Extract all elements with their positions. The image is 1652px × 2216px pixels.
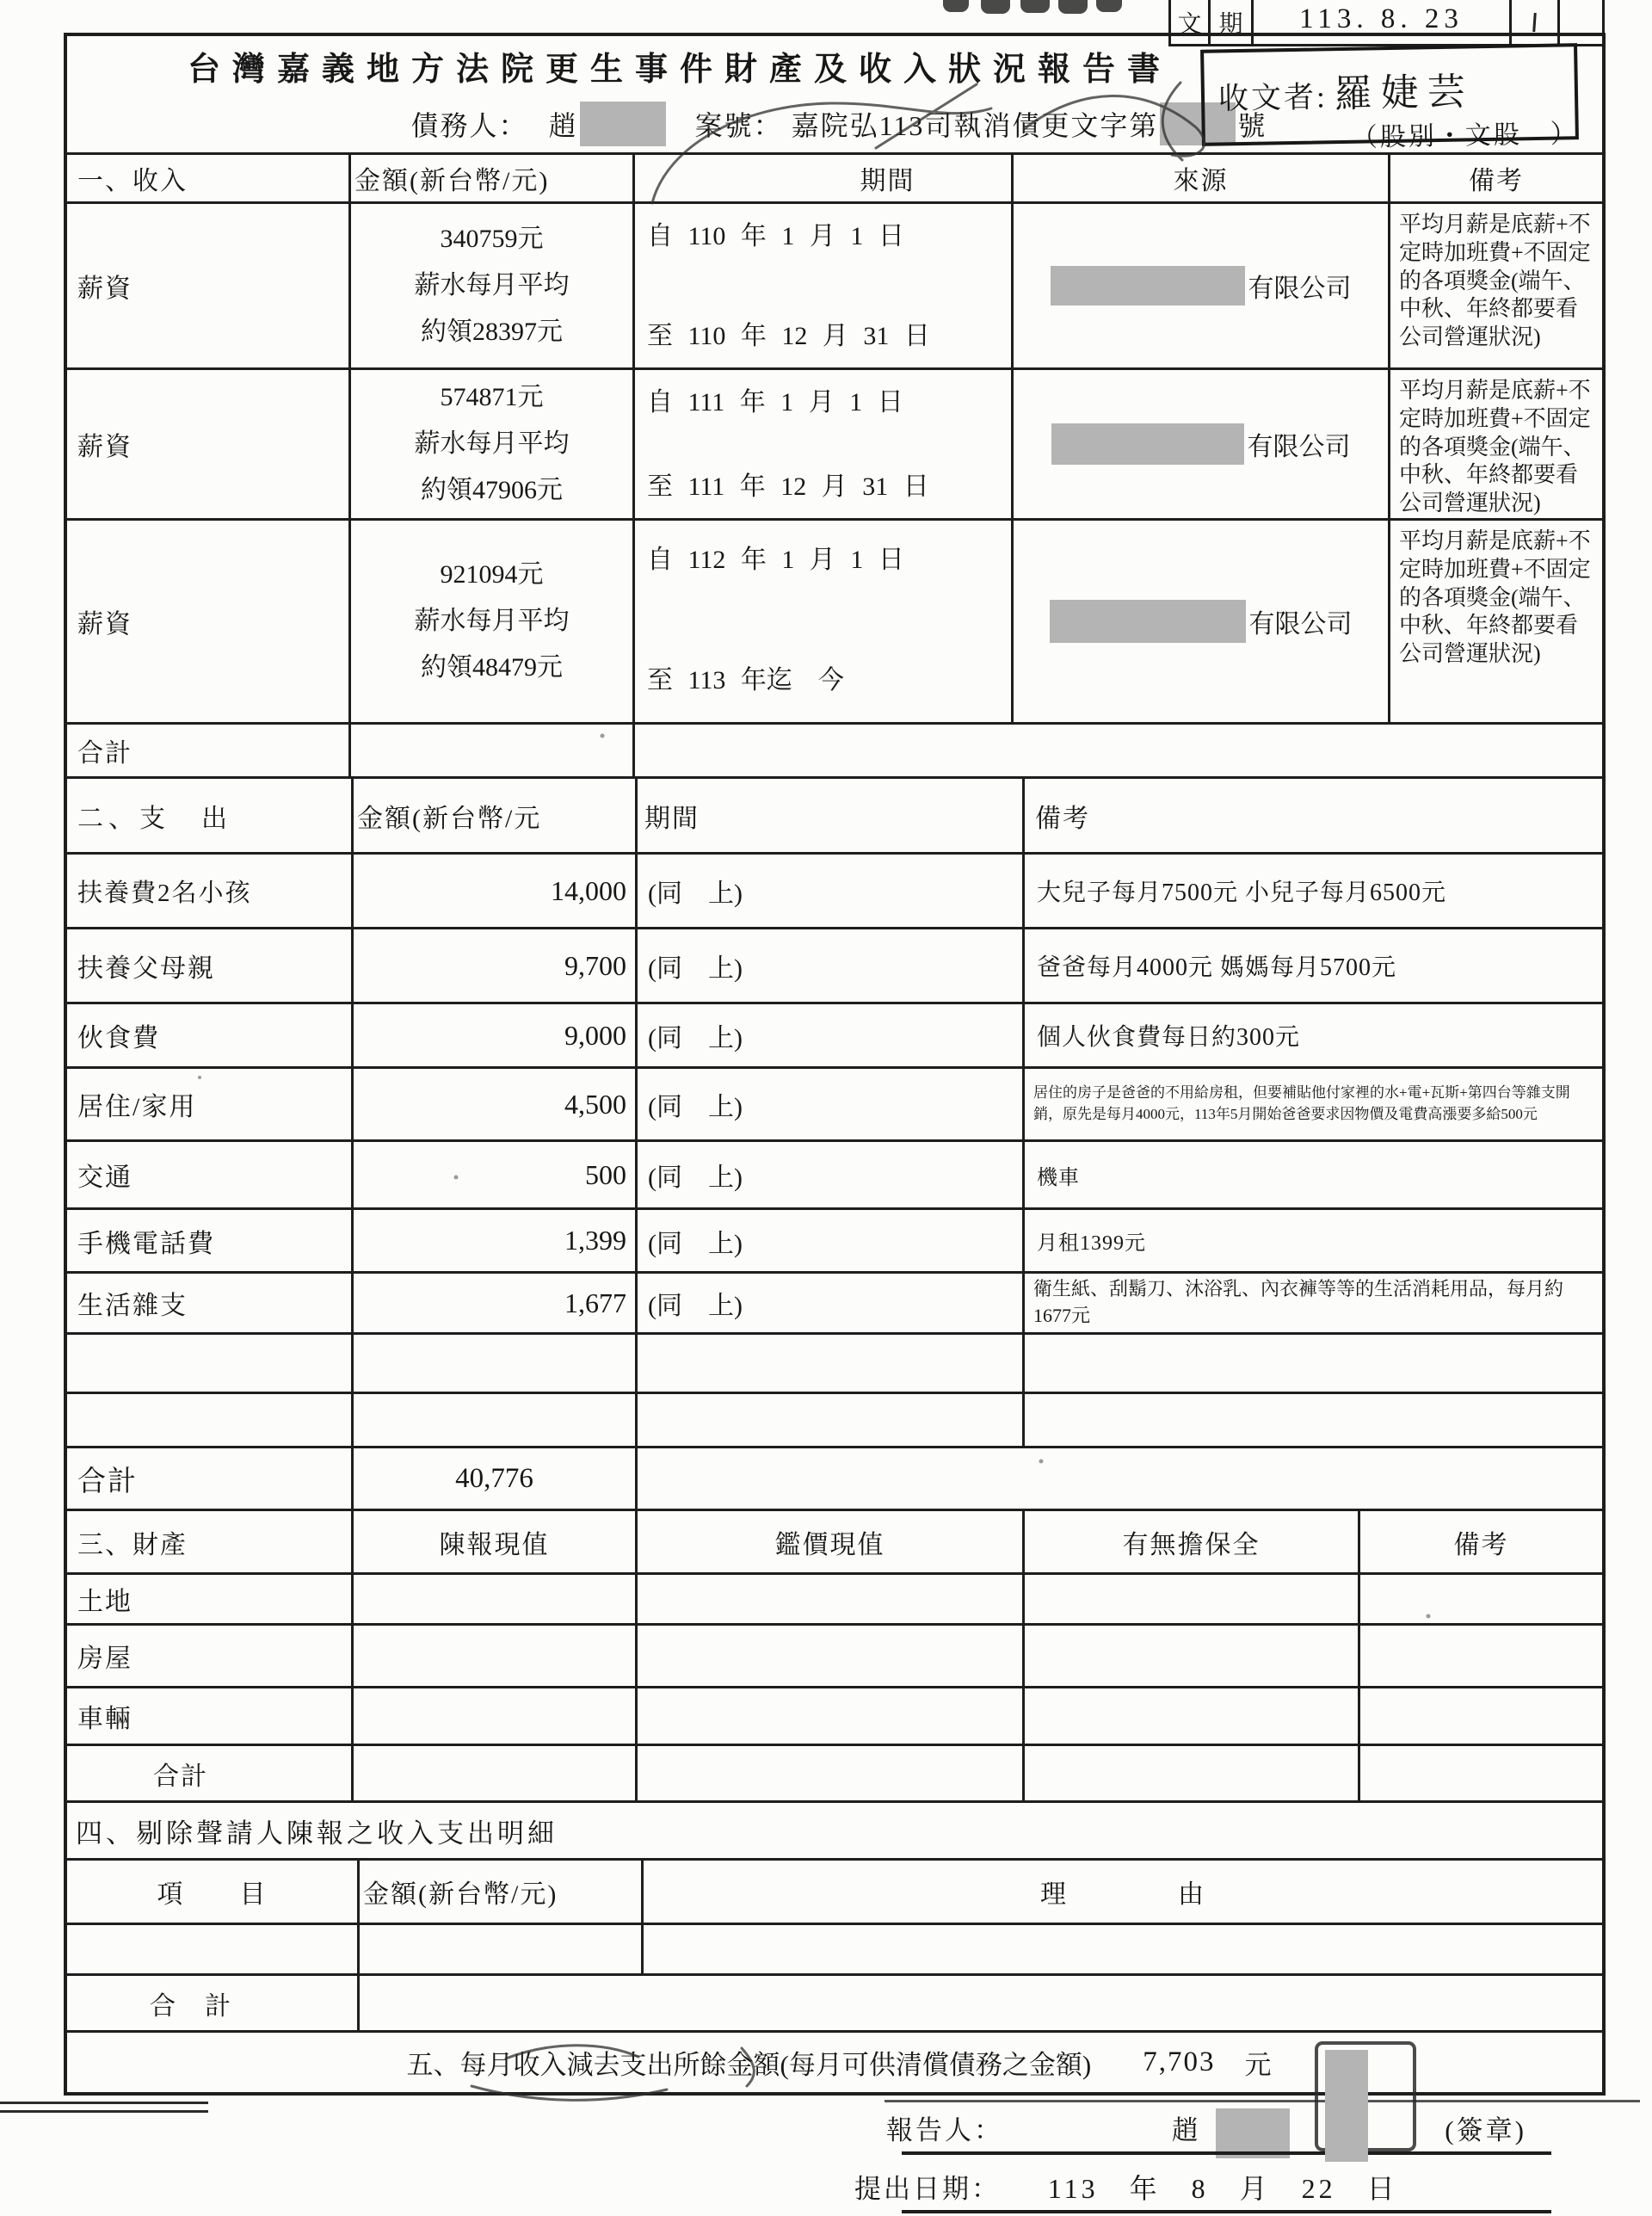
property-item: 房屋 (67, 1626, 354, 1686)
expense-header-note: 備考 (1035, 804, 1090, 833)
income-header-source: 來源 (1014, 155, 1390, 201)
expense-note: 衛生紙、刮鬍刀、沐浴乳、內衣褲等等的生活消耗用品，每月約1677元 (1033, 1278, 1564, 1326)
reporter-surname: 趙 (1171, 2115, 1201, 2146)
expense-item: 扶養費2名小孩 (67, 855, 354, 927)
income-header-item: 一、收入 (67, 155, 351, 201)
income-header-row (67, 155, 1602, 204)
income-header-period: 期間 (635, 155, 1014, 201)
section4-header-row (67, 1861, 1602, 1925)
case-number-suffix: 號 (1237, 109, 1267, 141)
income-amount-note: 薪水每月平均 (414, 271, 570, 299)
expense-row (67, 929, 1602, 1004)
expense-total-label: 合計 (67, 1448, 354, 1509)
expense-note: 機車 (1037, 1166, 1080, 1189)
income-row-1 (67, 204, 1602, 370)
income-source (1014, 521, 1390, 722)
income-row-2 (67, 370, 1602, 521)
expense-amount: 9,700 (354, 929, 638, 1002)
income-amount-monthly: 約領47906元 (421, 476, 563, 504)
section4-empty-row (67, 1925, 1602, 1976)
property-row-land (67, 1575, 1602, 1626)
expense-amount: 4,500 (354, 1069, 638, 1139)
income-amount (351, 204, 635, 367)
income-amount (351, 521, 635, 722)
income-amount-monthly: 約領48479元 (421, 653, 563, 682)
submission-date-value: 113 年 8 月 22 日 (1047, 2173, 1398, 2204)
income-note: 平均月薪是底薪+不定時加班費+不固定的各項獎金(端午、中秋、年終都要看公司營運狀況) (1399, 212, 1591, 349)
income-amount-total: 921094元 (440, 560, 544, 589)
expense-item: 生活雜支 (67, 1274, 354, 1332)
section4-total-row (67, 1976, 1602, 2033)
income-amount-note: 薪水每月平均 (414, 429, 570, 458)
seal-redaction (1325, 2050, 1368, 2162)
income-row-3 (67, 521, 1602, 725)
expense-amount: 14,000 (354, 855, 638, 927)
expense-period: (同 上) (638, 855, 1025, 927)
company-suffix: 有限公司 (1248, 610, 1353, 639)
expense-row (67, 1274, 1602, 1335)
income-note: 平均月薪是底薪+不定時加班費+不固定的各項獎金(端午、中秋、年終都要看公司營運狀況) (1399, 378, 1591, 515)
income-item: 薪資 (67, 370, 351, 518)
property-item: 車輛 (67, 1688, 354, 1744)
company-name-redaction (1051, 423, 1244, 465)
company-suffix: 有限公司 (1247, 433, 1351, 461)
income-amount (351, 370, 635, 518)
income-amount-total: 574871元 (440, 383, 544, 411)
expense-period: (同 上) (638, 1210, 1025, 1271)
section5-amount: 7,703 (1143, 2046, 1216, 2077)
company-suffix: 有限公司 (1248, 275, 1352, 303)
receipt-date-label-right: 期 (1211, 0, 1254, 44)
expense-amount: 1,677 (354, 1274, 638, 1332)
section4-title-row (67, 1803, 1602, 1861)
expense-total-row (67, 1448, 1602, 1511)
fold-line (885, 2100, 1640, 2102)
company-name-redaction (1051, 266, 1245, 306)
expense-period: (同 上) (638, 1004, 1025, 1066)
income-total-empty-cell (635, 725, 1602, 776)
expense-header-amount: 金額(新台幣/元 (354, 779, 638, 852)
income-amount-note: 薪水每月平均 (414, 607, 570, 635)
expense-empty-row (67, 1394, 1602, 1448)
received-by-box (1200, 43, 1580, 152)
section4-header-reason: 理 由 (1040, 1880, 1205, 1909)
received-by-line (1204, 46, 1575, 120)
submission-date-label: 提出日期： (854, 2174, 1001, 2204)
income-total-amount-cell (351, 725, 635, 776)
date-underline (902, 2210, 1551, 2213)
income-amount-monthly: 約領28397元 (421, 318, 563, 346)
signature-seal-label: (簽章) (1445, 2115, 1526, 2146)
income-header-amount: 金額(新台幣/元) (351, 155, 635, 201)
debtor-label: 債務人： (410, 109, 528, 141)
company-name-redaction (1050, 600, 1246, 643)
section5-label: 五、每月收入減去支出所餘金額(每月可供清償債務之金額) (406, 2050, 1092, 2080)
expense-row (67, 1210, 1602, 1274)
expense-row (67, 1004, 1602, 1069)
expense-header-row (67, 779, 1602, 855)
period-to: 至 113 年迄 今 (647, 666, 844, 694)
property-header-note: 備考 (1453, 1530, 1509, 1559)
expense-row (67, 855, 1602, 929)
received-by-label: 收文者: (1217, 80, 1328, 116)
expense-period: (同 上) (638, 1142, 1025, 1207)
period-to: 至 111 年 12 月 31 日 (647, 472, 929, 501)
expense-row (67, 1142, 1602, 1210)
section4-title: 四、剔除聲請人陳報之收入支出明細 (76, 1818, 558, 1849)
income-header-note: 備考 (1469, 167, 1524, 195)
expense-header-period: 期間 (638, 779, 1025, 852)
period-from: 自 111 年 1 月 1 日 (647, 388, 903, 417)
received-by-division: （股別・文股 ） (1351, 120, 1580, 152)
expense-period: (同 上) (638, 929, 1025, 1002)
property-header-appraised: 鑑價現值 (638, 1511, 1025, 1572)
income-item: 薪資 (67, 521, 351, 722)
reporter-underline (902, 2151, 1551, 2155)
expense-amount: 1,399 (354, 1210, 638, 1271)
expense-note: 月租1399元 (1037, 1232, 1146, 1255)
period-from: 自 110 年 1 月 1 日 (647, 222, 904, 250)
receipt-date-value: 113. 8. 23 (1299, 3, 1464, 34)
case-number-label: 案號： (694, 109, 783, 141)
section4-header-amount: 金額(新台幣/元) (360, 1861, 644, 1923)
expense-note: 居住的房子是爸爸的不用給房租，但要補貼他付家裡的水+電+瓦斯+第四台等雜支開銷，原先是每月4000元，113年5月開始爸爸要求因物價及電費高漲要多給500元 (1033, 1084, 1570, 1122)
section4-total-label: 合 計 (67, 1976, 360, 2030)
expense-note: 個人伙食費每日約300元 (1037, 1024, 1301, 1051)
property-row-house (67, 1626, 1602, 1688)
expense-note: 大兒子每月7500元 小兒子每月6500元 (1037, 880, 1447, 906)
submission-date-line (854, 2167, 1398, 2207)
property-header-item: 三、財產 (67, 1511, 354, 1572)
expense-empty-row (67, 1335, 1602, 1394)
section4-header-item: 項 目 (67, 1861, 360, 1923)
property-header-declared: 陳報現值 (354, 1511, 638, 1572)
period-from: 自 112 年 1 月 1 日 (647, 546, 904, 574)
income-period (635, 370, 1014, 518)
property-total-row (67, 1746, 1602, 1803)
case-number-prefix: 嘉院弘113司執消債更文字第 (791, 109, 1159, 141)
page-title: 台灣嘉義地方法院更生事件財產及收入狀況報告書 (188, 51, 1173, 88)
report-table (64, 33, 1606, 2096)
property-total-label: 合計 (67, 1746, 354, 1800)
expense-note: 爸爸每月4000元 媽媽每月5700元 (1037, 954, 1397, 981)
expense-period: (同 上) (638, 1069, 1025, 1139)
expense-period: (同 上) (638, 1274, 1025, 1332)
income-item: 薪資 (67, 204, 351, 367)
income-total-row (67, 725, 1602, 779)
property-row-vehicle (67, 1688, 1602, 1746)
debtor-surname: 趙 (548, 109, 578, 141)
debtor-name-redaction (580, 102, 666, 146)
income-period (635, 521, 1014, 722)
section5-unit: 元 (1244, 2050, 1272, 2080)
expense-item: 伙食費 (67, 1004, 354, 1066)
expense-row (67, 1069, 1602, 1142)
income-total-label: 合計 (67, 725, 351, 776)
income-period (635, 204, 1014, 367)
expense-total-empty-cell (638, 1448, 1602, 1509)
income-amount-total: 340759元 (440, 225, 544, 253)
property-item: 土地 (67, 1575, 354, 1623)
property-header-row (67, 1511, 1602, 1575)
income-source (1014, 370, 1390, 518)
reporter-label: 報告人： (886, 2115, 1003, 2146)
expense-item: 扶養父母親 (67, 929, 354, 1002)
expense-item: 交通 (67, 1142, 354, 1207)
expense-total-amount: 40,776 (354, 1448, 638, 1509)
cutoff-mark (1532, 12, 1537, 31)
expense-amount: 9,000 (354, 1004, 638, 1066)
receipt-date-label-left: 文 (1171, 0, 1211, 44)
expense-amount: 500 (354, 1142, 638, 1207)
expense-item: 手機電話費 (67, 1210, 354, 1271)
property-header-secured: 有無擔保全 (1025, 1511, 1360, 1572)
period-to: 至 110 年 12 月 31 日 (647, 322, 930, 350)
income-source (1014, 204, 1390, 367)
received-by-name: 羅婕芸 (1334, 71, 1475, 116)
expense-item: 居住/家用 (67, 1069, 354, 1139)
income-note: 平均月薪是底薪+不定時加班費+不固定的各項獎金(端午、中秋、年終都要看公司營運狀況) (1399, 528, 1591, 666)
expense-header-item: 二、支 出 (67, 779, 354, 852)
